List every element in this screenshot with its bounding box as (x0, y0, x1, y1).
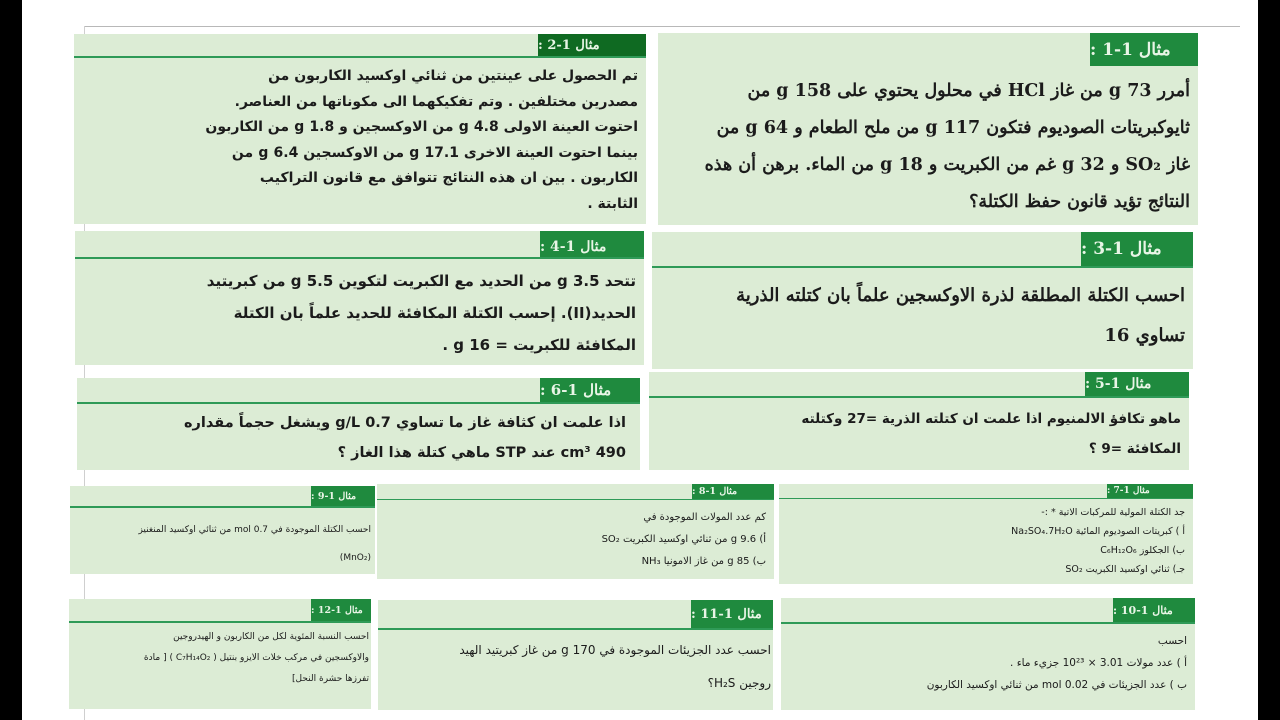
example-line: المكافئة =9 ؟ (1088, 441, 1181, 457)
example-1-10-box (781, 598, 1195, 710)
example-1-3-title: مثال 1-3 : (1081, 239, 1162, 259)
example-line: جد الكتلة المولية للمركبات الاتية * :- (1041, 507, 1185, 518)
example-line: النتائج تؤيد قانون حفظ الكتلة؟ (969, 192, 1190, 212)
example-line: تساوي 16 (1104, 325, 1185, 346)
example-1-10-title: مثال 1-10 : (1113, 603, 1173, 617)
example-1-4-body (81, 265, 636, 361)
example-line: الكاربون . بين ان هذه النتائج تتوافق مع قانون التراكيب (259, 170, 638, 186)
example-line: ثايوكبريتات الصوديوم فتكون 117 g من ملح الطعام و 64 g من (716, 118, 1190, 138)
example-line: احتوت العينة الاولى 4.8 g من الاوكسجين و 1.8 g من الكاربون (205, 119, 638, 135)
example-1-7-tag (1107, 484, 1193, 498)
example-line: أ ) عدد مولات 3.01 × 10²³ جزيء ماء . (1010, 657, 1187, 669)
example-1-12-body (75, 627, 369, 690)
example-1-6-box (77, 378, 640, 470)
example-1-12-tag (311, 599, 371, 621)
example-line: الثابتة . (587, 195, 638, 212)
example-line: احسب النسبة المئوية لكل من الكاربون و الهيدروجين (173, 632, 369, 642)
example-line: أ) 9.6 g من ثنائي اوكسيد الكبريت SO₂ (601, 534, 766, 545)
example-1-9-box (70, 486, 375, 574)
example-1-2-title: مثال 1-2 : (538, 37, 600, 53)
example-1-11-tag (691, 600, 773, 628)
example-1-3-tag (1081, 232, 1193, 266)
example-1-8-title: مثال 1-8 : (692, 486, 738, 497)
example-1-10-rule (781, 622, 1195, 624)
example-line: مصدرين مختلفين . وتم تفكيكهما الى مكوناتها من العناصر. (234, 93, 638, 110)
example-1-3-rule (652, 266, 1193, 268)
example-1-9-tag (311, 486, 375, 506)
example-1-1-tag (1090, 33, 1198, 66)
example-1-1-box (658, 33, 1198, 225)
example-1-2-rule (74, 56, 646, 58)
example-1-8-tag (692, 484, 774, 499)
example-1-7-box (779, 484, 1193, 584)
example-1-7-body (785, 503, 1185, 579)
example-line: تفرزها حشرة النحل] (292, 674, 369, 684)
example-line: أمرر 73 g من غاز HCl في محلول يحتوي على 158 g من (747, 81, 1190, 101)
example-1-6-tag (540, 378, 640, 402)
example-1-12-box (69, 599, 371, 709)
example-1-4-title: مثال 1-4 : (540, 239, 607, 255)
page-top-border (84, 26, 1240, 27)
example-line: بينما احتوت العينة الاخرى 17.1 g من الاوكسجين 6.4 g من (231, 144, 638, 161)
example-line: احسب الكتلة المطلقة لذرة الاوكسجين علماً بان كتلته الذرية (736, 285, 1185, 306)
example-1-5-title: مثال 1-5 : (1085, 376, 1152, 392)
example-1-2-box (74, 34, 646, 224)
example-1-6-title: مثال 1-6 : (540, 381, 612, 399)
example-1-9-title: مثال 1-9 : (311, 490, 357, 502)
example-1-12-rule (69, 621, 371, 623)
example-1-3-body (658, 276, 1185, 356)
example-line: الحديد(II). إحسب الكتلة المكافئة للحديد علماً بان الكتلة (233, 304, 636, 322)
example-1-1-body (664, 73, 1190, 221)
example-line: (MnO₂) (339, 553, 371, 563)
example-1-5-tag (1085, 372, 1189, 396)
example-line: احسب عدد الجزيئات الموجودة في 170 g من غاز كبريتيد الهيد (459, 643, 771, 657)
example-1-4-tag (540, 231, 644, 257)
example-1-7-rule (779, 498, 1193, 499)
example-line: المكافئة للكبريت = 16 g . (442, 336, 636, 354)
example-line: أ ) كبريتات الصوديوم المائية Na₂SO₄.7H₂O (1011, 526, 1185, 537)
example-1-9-body (76, 516, 371, 572)
example-line: تم الحصول على عينتين من ثنائي اوكسيد الكاربون من (268, 68, 638, 84)
example-1-6-body (83, 408, 626, 468)
example-line: اذا علمت ان كثافة غاز ما تساوي 0.7 g/L ويشغل حجماً مقداره (184, 415, 626, 431)
example-1-2-body (80, 64, 638, 217)
example-1-1-title: مثال 1-1 : (1090, 39, 1171, 60)
example-line: ب ) عدد الجزيئات في 0.02 mol من ثنائي اوكسيد الكاربون (926, 679, 1187, 691)
example-line: والاوكسجين في مركب خلات الايزو بنتيل ( C₇H₁₄O₂ ) [ مادة (143, 653, 369, 663)
example-1-11-title: مثال 1-11 : (691, 606, 762, 622)
example-1-5-box (649, 372, 1189, 470)
example-1-4-box (75, 231, 644, 365)
example-line: تتحد 3.5 g من الحديد مع الكبريت لتكوين 5.5 g من كبريتيد (206, 272, 636, 290)
example-1-9-rule (70, 506, 375, 508)
example-line: روجين H₂S؟ (707, 676, 771, 690)
example-1-12-title: مثال 1-12 : (311, 604, 363, 616)
example-line: ب) 85 g من غاز الامونيا NH₃ (641, 556, 766, 567)
example-1-4-rule (75, 257, 644, 259)
example-1-8-rule (377, 499, 774, 500)
example-1-7-title: مثال 1-7 : (1107, 486, 1150, 496)
example-1-5-rule (649, 396, 1189, 398)
example-1-8-body (383, 507, 766, 573)
example-1-6-rule (77, 402, 640, 404)
example-line: 490 cm³ عند STP ماهي كتلة هذا الغاز ؟ (337, 445, 626, 461)
example-1-11-rule (378, 628, 773, 630)
example-line: كم عدد المولات الموجودة في (643, 512, 766, 523)
example-1-8-box (377, 484, 774, 579)
example-1-2-tag (538, 34, 646, 56)
example-1-10-tag (1113, 598, 1195, 622)
example-1-11-body (384, 634, 771, 700)
example-1-5-body (655, 404, 1181, 464)
example-line: غاز SO₂ و 32 g غم من الكبريت و 18 g من الماء. برهن أن هذه (704, 155, 1190, 175)
example-1-11-box (378, 600, 773, 710)
example-line: ب) الجكلوز C₆H₁₂O₆ (1100, 545, 1185, 556)
example-line: احسب (1157, 635, 1187, 647)
example-line: ماهو تكافؤ الالمنيوم اذا علمت ان كتلته الذرية =27 وكتلته (801, 411, 1181, 427)
example-line: جـ) ثنائي اوكسيد الكبريت SO₂ (1065, 564, 1185, 575)
example-1-10-body (787, 630, 1187, 696)
example-line: احسب الكتلة الموجودة في 0.7 mol من ثنائي اوكسيد المنغنيز (138, 525, 371, 535)
example-1-3-box (652, 232, 1193, 369)
